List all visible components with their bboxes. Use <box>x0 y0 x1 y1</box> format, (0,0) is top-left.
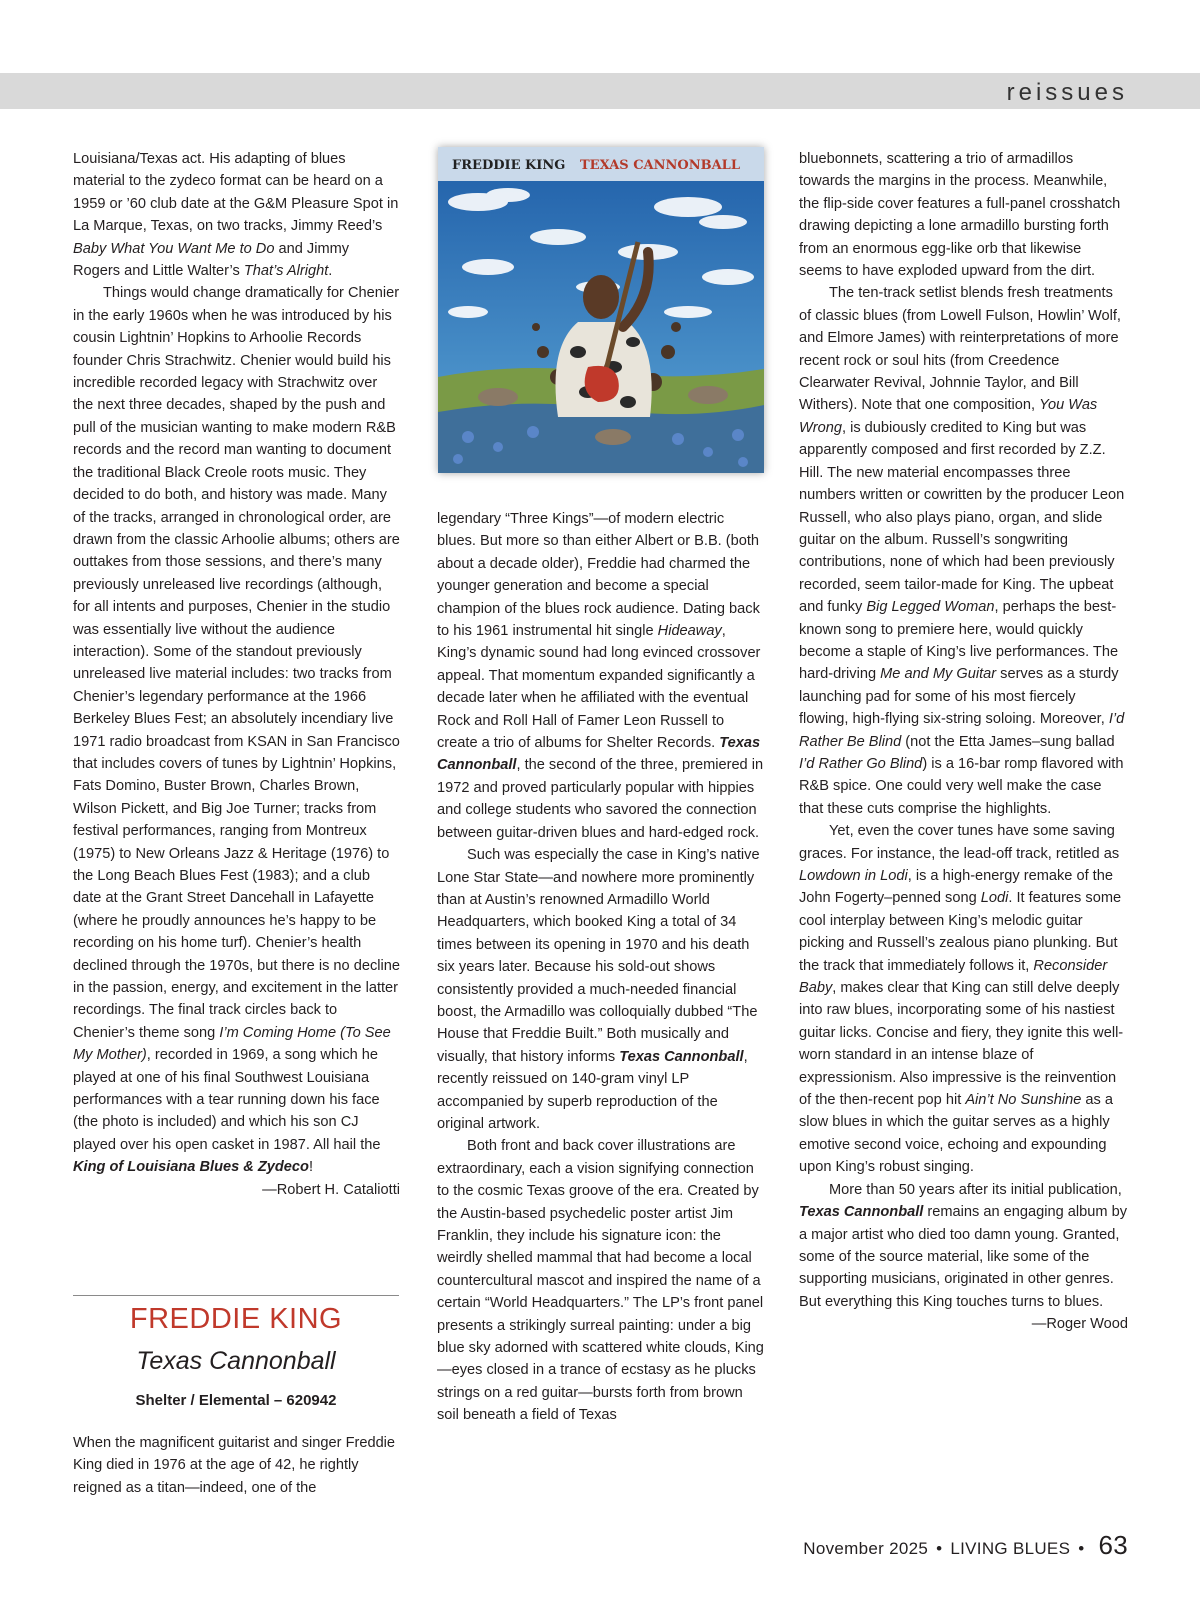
cover-title-artist: FREDDIE KING <box>452 158 566 173</box>
review-intro <box>73 1432 400 1499</box>
paragraph: Louisiana/Texas act. His adapting of blues material to the zydeco format can be heard on a 1959 or ’60 club date at the G&M Pleasure Spot in La Marque, Texas, on two tracks, Jimmy Reed’s Baby What You Want Me to Do and Jimmy Rogers and Little Walter’s That’s Alright. <box>73 151 399 280</box>
footer-separator: • <box>1078 1539 1085 1558</box>
paragraph: Such was especially the case in King’s native Lone Star State—and nowhere more prominently than at Austin’s renowned Armadillo World Headquarters, which booked King a total of 34 times between its opening in 1970 and his death six years later. Because his sold-out shows consistently provided a much-needed financial boost, the Armadillo was colloquially dubbed “The House that Freddie Built.” Both musically and visually, that history informs Texas Cannonball, recently reissued on 140-gram vinyl LP accompanied by superb reproduction of the original artwork. <box>437 847 760 1132</box>
footer-separator: • <box>936 1539 943 1558</box>
paragraph: Yet, even the cover tunes have some saving graces. For instance, the lead-off track, retitled as Lowdown in Lodi, is a high-energy remake of the John Fogerty–penned song Lodi. It features some cool interplay between King’s melodic guitar picking and Russell’s zealous piano plunking. But the track that immediately follows it, Reconsider Baby, makes clear that King can still delve deeply into raw blues, incorporating some of his nastiest guitar licks. Concise and fiery, they ignite this well-worn standard in an intense blaze of expressionism. Also impressive is the reinvention of the then-recent pop hit Ain’t No Sunshine as a slow blues in which the guitar serves as a highly emotive second voice, echoing and expounding upon King’s robust singing. <box>799 823 1124 1176</box>
paragraph: Things would change dramatically for Chenier in the early 1960s when he was introduced by his cousin Lightnin’ Hopkins to Arhoolie Records founder Chris Strachwitz. Chenier would build his incredible recorded legacy with Strachwitz over the next three decades, shaped by the push and pull of the musician wanting to make modern R&B records and the record man wanting to document the traditional Black Creole roots music. They decided to do both, and history was made. Many of the tracks, arranged in chronological order, are drawn from the classic Arhoolie albums; others are outtakes from those sessions, and there’s many previously unreleased live recordings (although, for all intents and purposes, Chenier in the studio was essentially live without the audience interaction). Some of the standout previously unreleased live material includes: two tracks from Chenier’s legendary performance at the 1966 Berkeley Blues Fest; an absolutely incendiary live 1971 radio broadcast from KSAN in San Francisco that includes covers of tunes by Lightnin’ Hopkins, Fats Domino, Buster Brown, Charles Brown, Wilson Pickett, and Big Joe Turner; tracks from festival performances, ranging from Montreux (1975) to New Orleans Jazz & Heritage (1976) to the Long Beach Blues Fest (1983); and a club date at the Grant Street Dancehall in Lafayette (where he proudly announces he’s happy to be recording on his home turf). Chenier’s health declined through the 1970s, but there is no decline in the passion, energy, and excitement in the latter recordings. The final track circles back to Chenier’s theme song I’m Coming Home (To See My Mother), recorded in 1969, a song which he played at one of his final Southwest Louisiana performances with a tear running down his face (the photo is included) and which his son CJ played over his open casket in 1987. All hail the King of Louisiana Blues & Zydeco! <box>73 285 400 1176</box>
signature: —Robert H. Cataliotti <box>262 1181 400 1198</box>
review-album: Texas Cannonball <box>136 1347 336 1375</box>
column-1 <box>73 148 400 1201</box>
page-number: 63 <box>1098 1530 1128 1560</box>
album-cover-image <box>438 147 764 473</box>
column-2 <box>437 508 764 1427</box>
paragraph: legendary “Three Kings”—of modern electric blues. But more so than either Albert or B.B. (both about a decade older), Freddie had charmed the younger generation and become a special champion of the blues rock audience. Dating back to his 1961 instrumental hit single Hideaway, King’s dynamic sound had long evinced crossover appeal. That momentum expanded significantly a decade later when he affiliated with the eventual Rock and Roll Hall of Famer Leon Russell to create a trio of albums for Shelter Records. Texas Cannonball, the second of the three, premiered in 1972 and proved particularly popular with hippies and college students who savored the connection between guitar-driven blues and hard-edged rock. <box>437 511 764 841</box>
review-divider <box>73 1295 399 1296</box>
column-3 <box>799 148 1128 1336</box>
paragraph: bluebonnets, scattering a trio of armadillos towards the margins in the process. Meanwhile, the flip-side cover features a full-panel crosshatch drawing depicting a lone armadillo bursting forth from an enormous egg-like orb that likewise seems to have exploded upward from the dirt. <box>799 151 1121 280</box>
cover-title-album: TEXAS CANNONBALL <box>580 158 740 173</box>
paragraph: Both front and back cover illustrations are extraordinary, each a vision signifying connection to the cosmic Texas groove of the era. Created by the Austin-based psychedelic poster artist Jim Franklin, they include his signature icon: the weirdly shelled mammal that had become a local countercultural mascot and inspired the name of a certain “World Headquarters.” The LP’s front panel presents a strikingly surreal painting: under a big blue sky adorned with scattered white clouds, King—eyes closed in a trance of ecstasy as he plucks strings on a red guitar—bursts forth from brown soil beneath a field of Texas <box>437 1138 764 1424</box>
footer-date: November 2025 <box>803 1539 929 1558</box>
review-label: Shelter / Elemental – 620942 <box>135 1392 337 1409</box>
paragraph: The ten-track setlist blends fresh treatments of classic blues (from Lowell Fulson, Howlin’ Wolf, and Elmore James) with reinterpretations of more recent rock or soul hits (from Creedence Clearwater Revival, Johnnie Taylor, and Bill Withers). Note that one composition, You Was Wrong, is dubiously credited to King but was apparently composed and first recorded by Z.Z. Hill. The new material encompasses three numbers written or cowritten by the producer Leon Russell, who also plays piano, organ, and slide guitar on the album. Russell’s songwriting contributions, none of which had been previously recorded, seem tailor-made for King. The upbeat and funky Big Legged Woman, perhaps the best-known song to premiere here, would quickly become a staple of King’s live performances. The hard-driving Me and My Guitar serves as a sturdy launching pad for some of his most fiercely flowing, high-flying six-string soloing. Moreover, I’d Rather Be Blind (not the Etta James–sung ballad I’d Rather Go Blind) is a 16-bar romp flavored with R&B spice. One could very well make the case that these cuts comprise the highlights. <box>799 285 1125 817</box>
signature: —Roger Wood <box>1031 1316 1128 1333</box>
footer-magazine: LIVING BLUES <box>950 1539 1071 1558</box>
section-label: reissues <box>1006 79 1128 106</box>
page-footer <box>803 1530 1128 1561</box>
paragraph: When the magnificent guitarist and singer Freddie King died in 1976 at the age of 42, he rightly reigned as a titan—indeed, one of the <box>73 1435 396 1496</box>
review-artist: FREDDIE KING <box>129 1303 343 1335</box>
paragraph: More than 50 years after its initial publication, Texas Cannonball remains an engaging album by a major artist who died too damn young. Granted, some of the source material, like some of the supporting musicians, originated in other genres. But everything this King touches turns to blues. <box>799 1181 1127 1310</box>
